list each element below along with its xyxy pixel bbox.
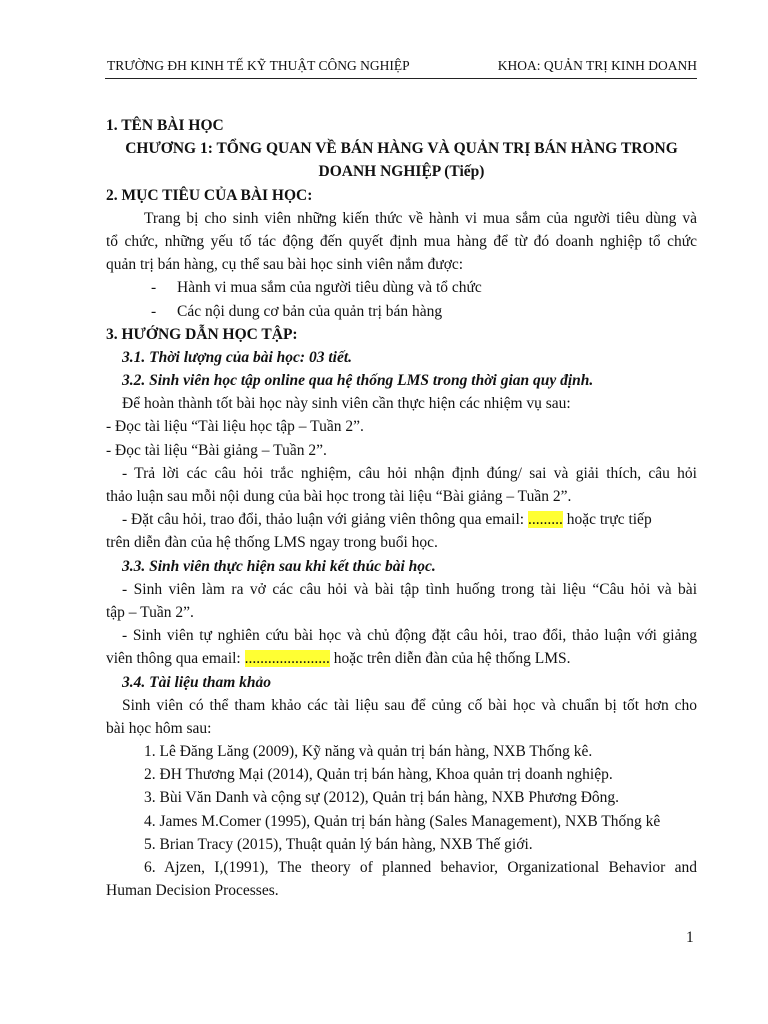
objective-line2: tổ chức, những yếu tố tác động đến quyết định mua hàng để từ đó doanh nghiệp tổ chức — [106, 232, 697, 250]
after-class-a-line1: - Sinh viên làm ra vở các câu hỏi và bài tập tình huống trong tài liệu “Câu hỏi và bài — [122, 580, 697, 598]
references-intro-line1: Sinh viên có thể tham khảo các tài liệu sau để củng cố bài học và chuẩn bị tốt hơn cho — [122, 696, 697, 714]
section2-heading: 2. MỤC TIÊU CỦA BÀI HỌC: — [106, 186, 313, 204]
section3-heading: 3. HƯỚNG DẪN HỌC TẬP: — [106, 325, 298, 343]
reference-item-6-line1: 6. Ajzen, I,(1991), The theory of planned behavior, Organizational Behavior and — [144, 859, 697, 876]
page-header — [105, 56, 697, 79]
task-item-1: - Đọc tài liệu “Tài liệu học tập – Tuần 2”. — [106, 418, 364, 436]
references-intro-line2: bài học hôm sau: — [106, 719, 212, 737]
subsection-3-3: 3.3. Sinh viên thực hiện sau khi kết thúc bài học. — [122, 557, 436, 575]
objective-line1: Trang bị cho sinh viên những kiến thức về hành vi mua sắm của người tiêu dùng và — [144, 209, 697, 227]
objective-bullet-1: - Hành vi mua sắm của người tiêu dùng và tổ chức — [151, 279, 482, 297]
header-faculty: KHOA: QUẢN TRỊ KINH DOANH — [497, 58, 697, 73]
subsection-3-1: 3.1. Thời lượng của bài học: 03 tiết. — [122, 348, 353, 366]
chapter-title-line1: CHƯƠNG 1: TỔNG QUAN VỀ BÁN HÀNG VÀ QUẢN TRỊ BÁN HÀNG TRONG — [125, 140, 678, 158]
reference-item-3: 3. Bùi Văn Danh và cộng sự (2012), Quản trị bán hàng, NXB Phương Đông. — [144, 789, 620, 807]
task-item-2: - Đọc tài liệu “Bài giảng – Tuần 2”. — [106, 441, 327, 459]
header-university: TRƯỜNG ĐH KINH TẾ KỸ THUẬT CÔNG NGHIỆP — [107, 58, 410, 73]
document-body — [106, 114, 697, 902]
section1-heading: 1. TÊN BÀI HỌC — [106, 117, 224, 134]
task-item-4-line2: trên diễn đàn của hệ thống LMS ngay trong buổi học. — [106, 534, 438, 552]
objective-line3: quản trị bán hàng, cụ thể sau bài học sinh viên nắm được: — [106, 256, 464, 274]
subsection-3-2: 3.2. Sinh viên học tập online qua hệ thống LMS trong thời gian quy định. — [122, 372, 594, 390]
reference-item-1: 1. Lê Đăng Lăng (2009), Kỹ năng và quản trị bán hàng, NXB Thống kê. — [144, 743, 593, 761]
chapter-title-line2: DOANH NGHIỆP (Tiếp) — [318, 163, 485, 181]
reference-item-2: 2. ĐH Thương Mại (2014), Quản trị bán hàng, Khoa quản trị doanh nghiệp. — [144, 766, 613, 784]
tasks-intro: Để hoàn thành tốt bài học này sinh viên cần thực hiện các nhiệm vụ sau: — [122, 395, 571, 413]
email-blank-highlight-2: ...................... — [244, 650, 330, 668]
reference-item-5: 5. Brian Tracy (2015), Thuật quản lý bán hàng, NXB Thế giới. — [144, 835, 533, 853]
reference-item-6-line2: Human Decision Processes. — [106, 882, 279, 900]
email-blank-highlight: ......... — [527, 511, 563, 529]
subsection-3-4: 3.4. Tài liệu tham khảo — [122, 673, 271, 691]
page-number: 1 — [686, 929, 694, 946]
task-item-3-line2: thảo luận sau mỗi nội dung của bài học trong tài liệu “Bài giảng – Tuần 2”. — [106, 488, 572, 505]
task-item-3-line1: - Trả lời các câu hỏi trắc nghiệm, câu hỏi nhận định đúng/ sai và giải thích, câu hỏi — [122, 464, 697, 482]
task-item-4-line1: - Đặt câu hỏi, trao đổi, thảo luận với giảng viên thông qua email: ......... hoặc trực tiếp — [122, 511, 652, 529]
after-class-b-line1: - Sinh viên tự nghiên cứu bài học và chủ động đặt câu hỏi, trao đổi, thảo luận với giảng — [122, 627, 697, 645]
after-class-a-line2: tập – Tuần 2”. — [106, 603, 194, 621]
reference-item-4: 4. James M.Comer (1995), Quản trị bán hàng (Sales Management), NXB Thống kê — [144, 812, 661, 830]
after-class-b-line2: viên thông qua email: ...................... hoặc trên diễn đàn của hệ thống LMS. — [106, 650, 571, 668]
objective-bullet-2: - Các nội dung cơ bản của quản trị bán hàng — [151, 302, 443, 320]
